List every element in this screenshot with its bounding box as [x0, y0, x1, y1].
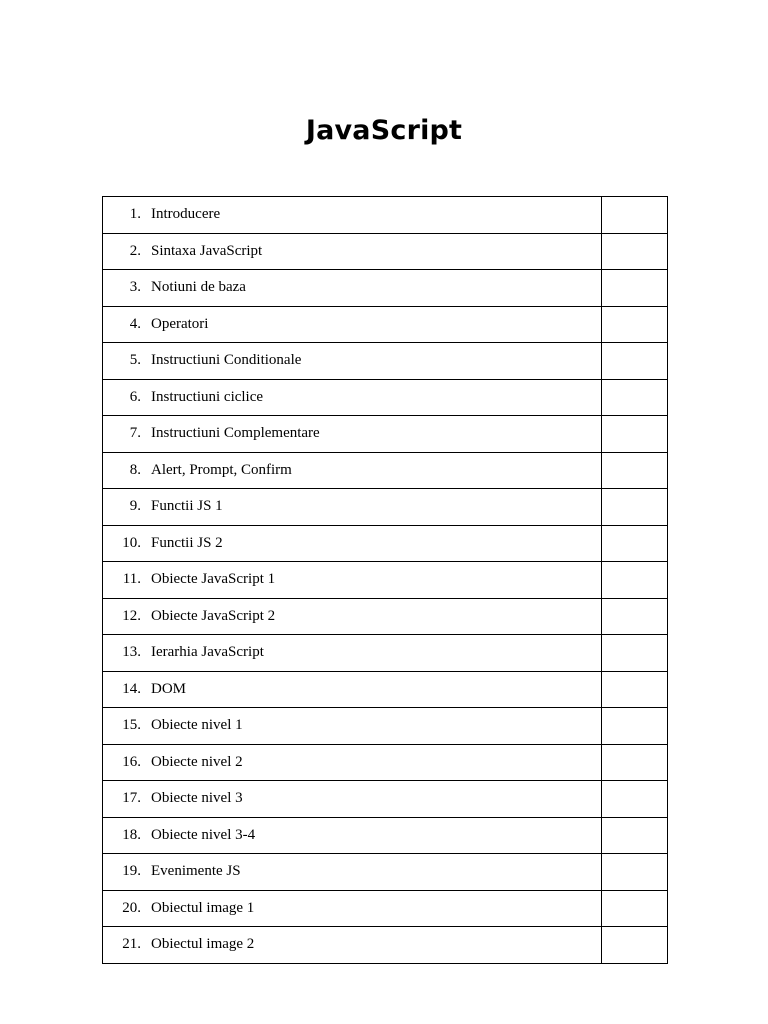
toc-entry-label: Instructiuni Complementare	[151, 425, 320, 442]
toc-entry-cell	[103, 562, 602, 599]
toc-entry-label: Functii JS 1	[151, 498, 223, 515]
toc-entry-cell	[103, 781, 602, 818]
toc-page-cell	[602, 708, 668, 745]
toc-page-cell	[602, 452, 668, 489]
toc-entry-cell	[103, 489, 602, 526]
toc-row	[103, 671, 668, 708]
toc-page-cell	[602, 306, 668, 343]
toc-entry-number: 17.	[122, 790, 141, 807]
toc-entry-cell	[103, 854, 602, 891]
toc-entry-label: Obiecte JavaScript 1	[151, 571, 276, 588]
toc-row	[103, 233, 668, 270]
toc-entry	[103, 425, 601, 442]
toc-page-cell	[602, 927, 668, 964]
toc-entry-label: Instructiuni Conditionale	[151, 352, 302, 369]
toc-entry	[103, 681, 601, 698]
toc-entry-label: Alert, Prompt, Confirm	[151, 461, 292, 478]
toc-entry-label: Obiecte nivel 2	[151, 753, 243, 770]
toc-entry-label: Sintaxa JavaScript	[151, 242, 263, 259]
toc-row	[103, 343, 668, 380]
toc-page-cell	[602, 525, 668, 562]
toc-entry-label: Obiecte nivel 1	[151, 717, 243, 734]
toc-entry-label: Obiecte JavaScript 2	[151, 607, 276, 624]
toc-page-cell	[602, 781, 668, 818]
toc-entry	[103, 717, 601, 734]
toc-entry-cell	[103, 270, 602, 307]
toc-row	[103, 306, 668, 343]
toc-entry	[103, 754, 601, 771]
toc-entry	[103, 644, 601, 661]
toc-entry	[103, 462, 601, 479]
toc-entry-cell	[103, 708, 602, 745]
toc-entry-number: 7.	[129, 425, 141, 442]
toc-entry	[103, 498, 601, 515]
toc-entry	[103, 936, 601, 953]
toc-row	[103, 598, 668, 635]
toc-entry-cell	[103, 416, 602, 453]
toc-entry	[103, 827, 601, 844]
toc-page-cell	[602, 489, 668, 526]
toc-entry-label: Introducere	[151, 206, 221, 223]
toc-entry-number: 8.	[129, 461, 141, 478]
toc-row	[103, 489, 668, 526]
toc-row	[103, 562, 668, 599]
toc-entry-number: 6.	[129, 388, 141, 405]
toc-entry-number: 13.	[122, 644, 141, 661]
toc-row	[103, 416, 668, 453]
toc-page-cell	[602, 854, 668, 891]
toc-entry-label: Operatori	[151, 315, 209, 332]
toc-row	[103, 379, 668, 416]
toc-entry-label: Notiuni de baza	[151, 279, 246, 296]
toc-row	[103, 890, 668, 927]
toc-entry-cell	[103, 343, 602, 380]
toc-entry-number: 21.	[122, 936, 141, 953]
toc-entry-number: 10.	[122, 534, 141, 551]
toc-entry-cell	[103, 598, 602, 635]
toc-entry-number: 20.	[122, 899, 141, 916]
toc-entry	[103, 389, 601, 406]
toc-page-cell	[602, 817, 668, 854]
toc-entry-label: Obiectul image 2	[151, 936, 255, 953]
toc-body	[103, 197, 668, 964]
page-title: JavaScript	[305, 115, 463, 146]
toc-entry	[103, 790, 601, 807]
toc-page-cell	[602, 671, 668, 708]
toc-row	[103, 817, 668, 854]
toc-entry	[103, 571, 601, 588]
toc-entry-label: Obiecte nivel 3	[151, 790, 243, 807]
toc-page-cell	[602, 562, 668, 599]
toc-entry-label: Obiecte nivel 3-4	[151, 826, 256, 843]
toc-page-cell	[602, 379, 668, 416]
toc-entry-cell	[103, 233, 602, 270]
toc-page-cell	[602, 744, 668, 781]
toc-entry-number: 18.	[122, 826, 141, 843]
toc-entry-cell	[103, 306, 602, 343]
toc-entry	[103, 863, 601, 880]
toc-entry	[103, 243, 601, 260]
toc-entry	[103, 352, 601, 369]
toc-row	[103, 525, 668, 562]
toc-entry-cell	[103, 817, 602, 854]
toc-entry-number: 3.	[129, 279, 141, 296]
toc-entry-cell	[103, 635, 602, 672]
toc-row	[103, 708, 668, 745]
toc-page-cell	[602, 416, 668, 453]
toc-row	[103, 197, 668, 234]
toc-entry	[103, 535, 601, 552]
toc-entry-cell	[103, 379, 602, 416]
toc-entry-number: 14.	[122, 680, 141, 697]
toc-page-cell	[602, 598, 668, 635]
toc-row	[103, 927, 668, 964]
toc-entry-number: 12.	[122, 607, 141, 624]
toc-entry-number: 11.	[122, 571, 141, 588]
toc-entry-number: 15.	[122, 717, 141, 734]
toc-entry-number: 16.	[122, 753, 141, 770]
toc-entry-cell	[103, 671, 602, 708]
toc-entry-cell	[103, 744, 602, 781]
toc-entry-number: 9.	[129, 498, 141, 515]
toc-entry	[103, 900, 601, 917]
toc-page-cell	[602, 343, 668, 380]
toc-entry	[103, 206, 601, 223]
toc-entry-number: 1.	[129, 206, 141, 223]
toc-row	[103, 270, 668, 307]
toc-page-cell	[602, 890, 668, 927]
toc-entry-cell	[103, 452, 602, 489]
toc-entry-cell	[103, 525, 602, 562]
toc-table	[102, 196, 668, 964]
toc-entry-number: 19.	[122, 863, 141, 880]
toc-row	[103, 854, 668, 891]
toc-page-cell	[602, 197, 668, 234]
toc-entry-number: 2.	[129, 242, 141, 259]
toc-row	[103, 452, 668, 489]
toc-row	[103, 744, 668, 781]
toc-entry-label: Functii JS 2	[151, 534, 223, 551]
toc-entry-label: Evenimente JS	[151, 863, 241, 880]
toc-page-cell	[602, 270, 668, 307]
toc-row	[103, 635, 668, 672]
toc-entry-cell	[103, 927, 602, 964]
toc-page-cell	[602, 635, 668, 672]
toc-entry-label: Obiectul image 1	[151, 899, 255, 916]
toc-entry-cell	[103, 197, 602, 234]
toc-entry-number: 4.	[129, 315, 141, 332]
toc-entry-label: Instructiuni ciclice	[151, 388, 264, 405]
toc-entry	[103, 608, 601, 625]
toc-page-cell	[602, 233, 668, 270]
toc-entry	[103, 279, 601, 296]
toc-entry-label: DOM	[151, 680, 187, 697]
toc-row	[103, 781, 668, 818]
toc-entry-label: Ierarhia JavaScript	[151, 644, 264, 661]
toc-entry-cell	[103, 890, 602, 927]
toc-entry-number: 5.	[129, 352, 141, 369]
toc-entry	[103, 316, 601, 333]
